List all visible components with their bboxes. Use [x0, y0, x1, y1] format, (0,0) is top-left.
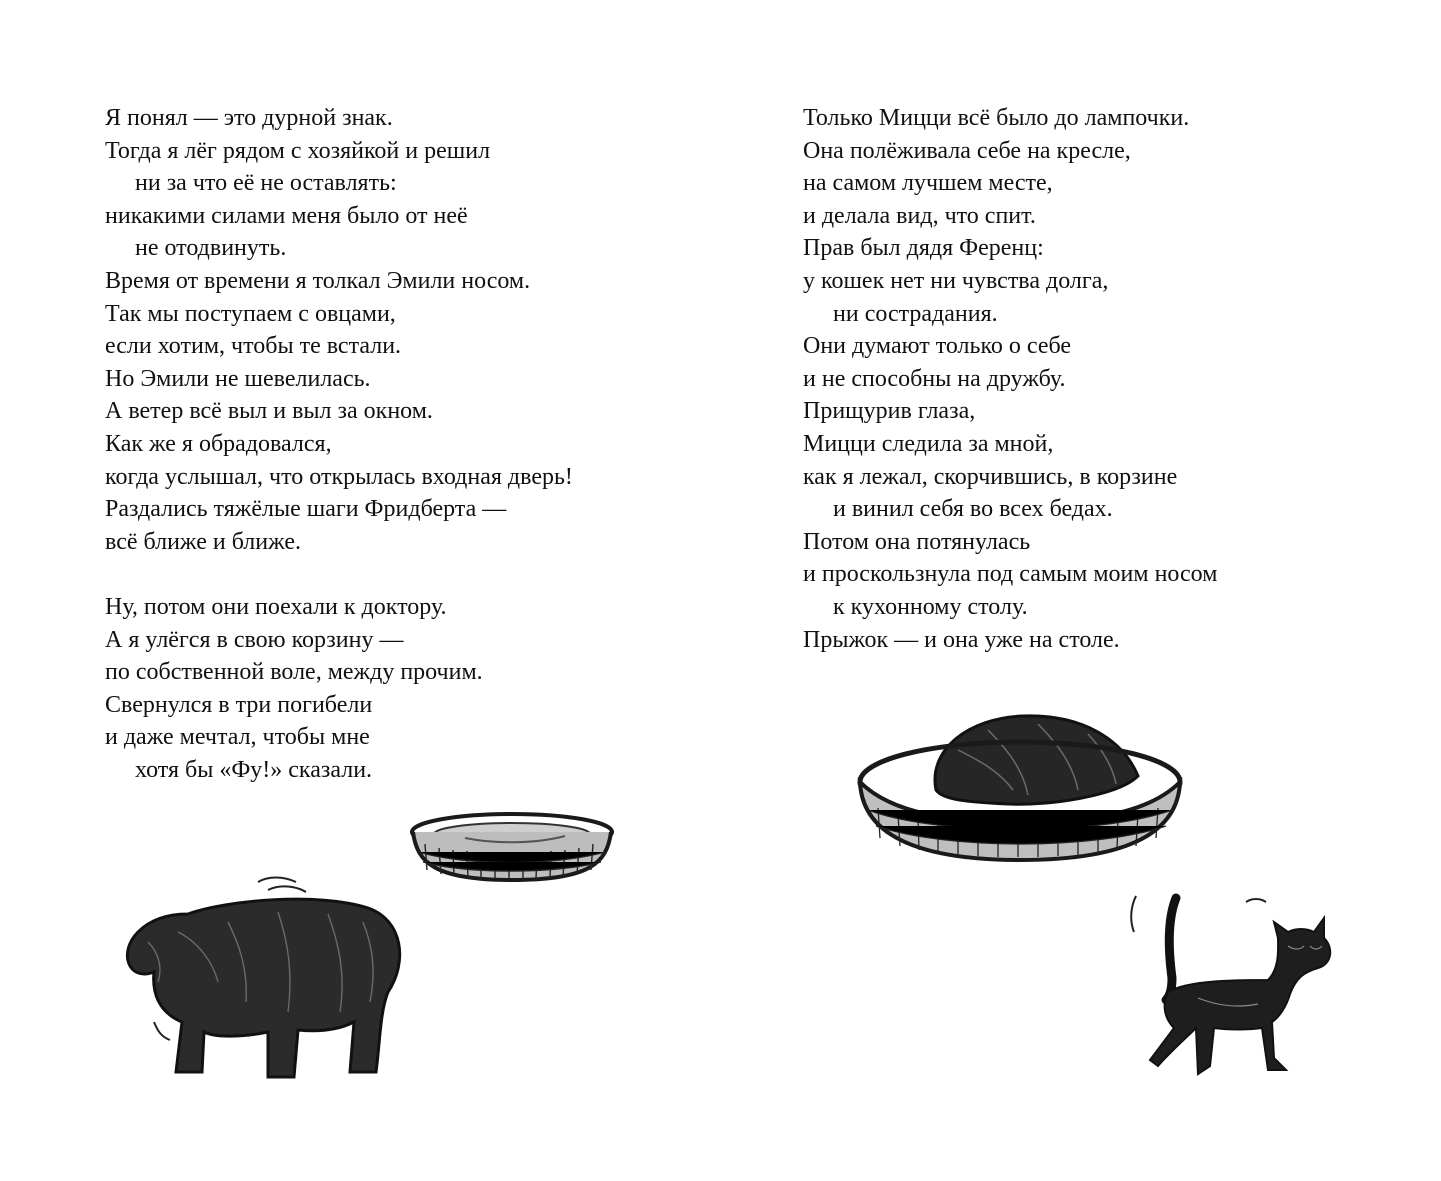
text-line: никакими силами меня было от неё: [105, 202, 468, 229]
text-line: Время от времени я толкал Эмили носом.: [105, 267, 531, 294]
text-line: когда услышал, что открылась входная дверь!: [105, 463, 573, 490]
text-line: Они думают только о себе: [803, 333, 1072, 360]
text-line: А ветер всё выл и выл за окном.: [105, 398, 433, 425]
text-line: ни за что её не оставлять:: [135, 170, 397, 197]
dog-in-basket-icon: [848, 710, 1193, 870]
text-line: Свернулся в три погибели: [105, 691, 373, 718]
text-line: А я улёгся в свою корзину —: [105, 626, 404, 653]
left-page: [0, 0, 720, 1181]
text-line: всё ближе и ближе.: [105, 528, 302, 555]
text-line: Она полёживала себе на кресле,: [803, 137, 1131, 164]
text-line: Потом она потянулась: [803, 528, 1031, 555]
text-line: и не способны на дружбу.: [803, 365, 1066, 392]
text-line: Тогда я лёг рядом с хозяйкой и решил: [105, 137, 491, 164]
text-line: хотя бы «Фу!» сказали.: [135, 756, 373, 783]
left-page-text: [105, 102, 573, 786]
walking-cat-icon: [1128, 888, 1343, 1088]
text-line: не отодвинуть.: [135, 235, 287, 262]
empty-basket-icon: [405, 808, 620, 888]
text-line: Мицци следила за мной,: [803, 430, 1054, 457]
text-line: если хотим, чтобы те встали.: [105, 333, 402, 360]
text-line: и проскользнула под самым моим носом: [803, 561, 1218, 588]
text-line: Так мы поступаем с овцами,: [105, 300, 396, 327]
stanza-break: [105, 558, 573, 591]
text-line: и даже мечтал, чтобы мне: [105, 724, 370, 751]
text-line: у кошек нет ни чувства долга,: [803, 267, 1109, 294]
text-line: на самом лучшем месте,: [803, 170, 1053, 197]
text-line: Только Мицци всё было до лампочки.: [803, 105, 1190, 131]
text-line: как я лежал, скорчившись, в корзине: [803, 463, 1178, 490]
text-line: Раздались тяжёлые шаги Фридберта —: [105, 496, 507, 523]
walking-dog-icon: [118, 872, 418, 1082]
text-line: Ну, потом они поехали к доктору.: [105, 593, 447, 620]
text-line: и делала вид, что спит.: [803, 202, 1036, 229]
text-line: к кухонному столу.: [833, 593, 1028, 620]
text-line: Прищурив глаза,: [803, 398, 976, 425]
text-line: Прав был дядя Ференц:: [803, 235, 1044, 262]
right-page-text: [803, 102, 1217, 656]
text-line: и винил себя во всех бедах.: [833, 496, 1113, 523]
right-page: [720, 0, 1441, 1181]
text-line: Как же я обрадовался,: [105, 430, 332, 457]
text-line: по собственной воле, между прочим.: [105, 659, 483, 686]
text-line: Я понял — это дурной знак.: [105, 105, 393, 131]
text-line: ни сострадания.: [833, 300, 998, 327]
text-line: Прыжок — и она уже на столе.: [803, 626, 1120, 653]
text-line: Но Эмили не шевелилась.: [105, 365, 371, 392]
